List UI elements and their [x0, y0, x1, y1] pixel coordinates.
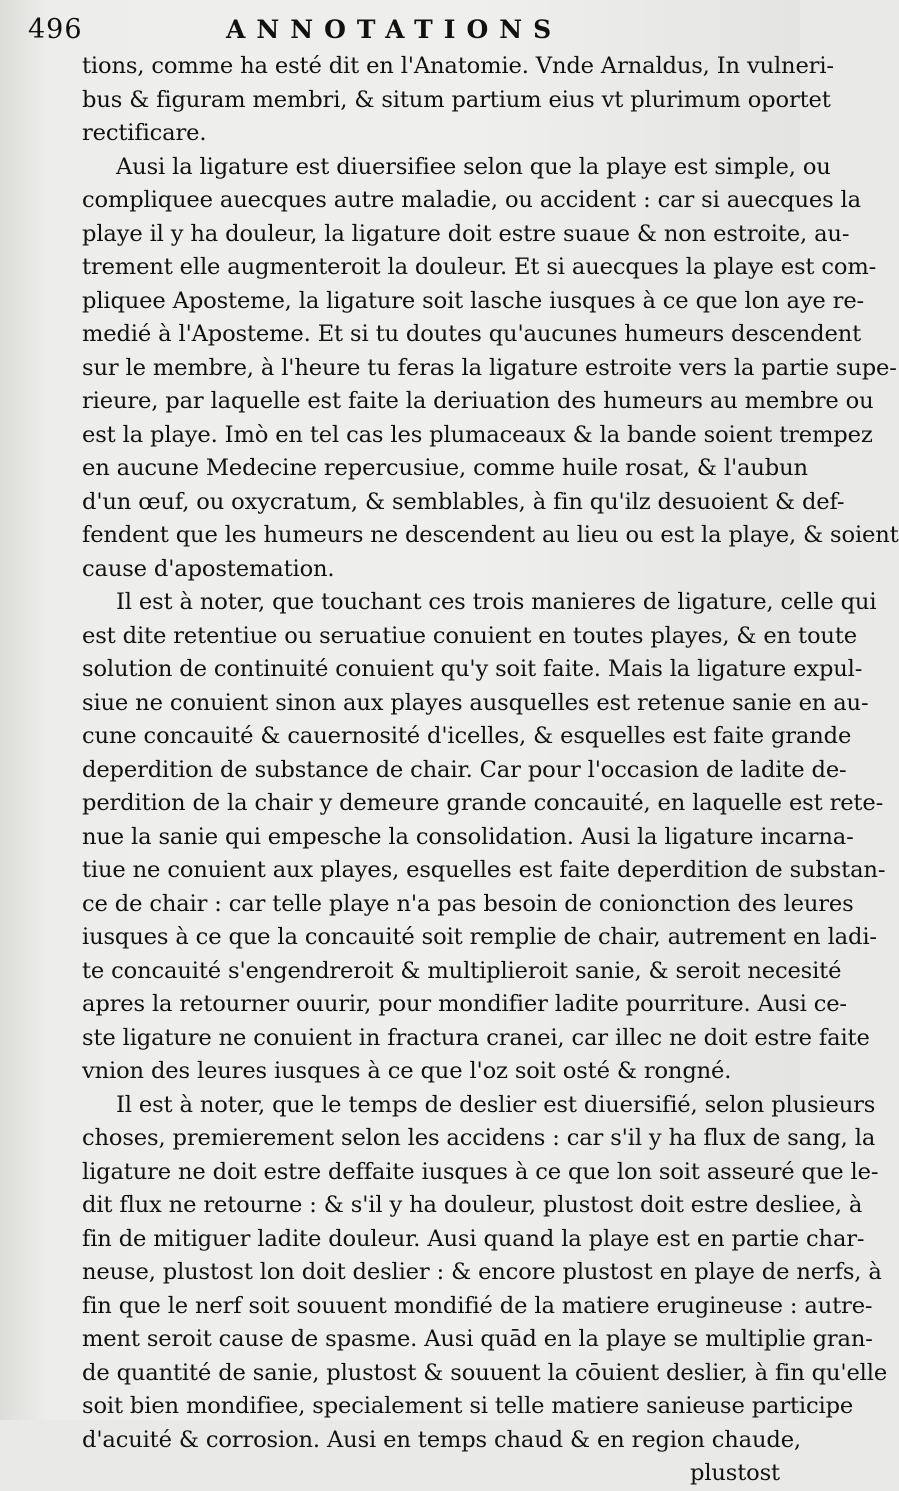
page-body — [82, 50, 899, 1491]
text-line: nue la sanie qui empesche la consolidation. Ausi la ligature incarna- — [82, 823, 854, 850]
catchword: plustost — [690, 1460, 780, 1486]
text-line: choses, premierement selon les accidens : car s'il y ha flux de sang, la — [82, 1125, 876, 1151]
page-number: 496 — [28, 14, 83, 45]
text-line: solution de continuité conuient qu'y soit faite. Mais la ligature expul- — [82, 656, 863, 682]
text-line: tions, comme ha esté dit en l'Anatomie. Vnde Arnaldus, In vulneri- — [82, 53, 834, 79]
text-line: cune concauité & cauernosité d'icelles, & esquelles est faite grande — [82, 723, 852, 749]
paragraph — [82, 586, 886, 1089]
text-line: playe il y ha douleur, la ligature doit estre suaue & non estroite, au- — [82, 220, 850, 247]
text-line: rectificare. — [82, 120, 207, 146]
text-line: d'acuité & corrosion. Ausi en temps chaud & en region chaude, — [82, 1426, 801, 1453]
text-line: medié à l'Aposteme. Et si tu doutes qu'aucunes humeurs descendent — [82, 321, 862, 347]
text-line: neuse, plustost lon doit deslier : & encore plustost en playe de nerfs, à — [82, 1259, 882, 1285]
running-head: ANNOTATIONS — [226, 15, 563, 44]
text-line: dit flux ne retourne : & s'il y ha douleur, plustost doit estre desliee, à — [82, 1192, 863, 1218]
text-line: siue ne conuient sinon aux playes ausquelles est retenue sanie en au- — [82, 689, 869, 716]
text-line: vnion des leures iusques à ce que l'oz soit osté & rongné. — [82, 1058, 732, 1084]
page-header — [28, 14, 782, 50]
paragraph — [82, 1089, 888, 1491]
text-line: pliquee Aposteme, la ligature soit lasche iusques à ce que lon aye re- — [82, 287, 865, 314]
text-line: compliquee auecques autre maladie, ou accident : car si auecques la — [82, 187, 861, 213]
text-line: iusques à ce que la concauité soit remplie de chair, autrement en ladi- — [82, 924, 877, 950]
text-line: fendent que les humeurs ne descendent au lieu ou est la playe, & soient — [82, 522, 899, 548]
text-line: fin de mitiguer ladite douleur. Ausi quand la playe est en partie char- — [82, 1225, 865, 1252]
paragraph — [82, 50, 834, 151]
text-line: tiue ne conuient aux playes, esquelles est faite deperdition de substan- — [82, 857, 886, 883]
text-line: rieure, par laquelle est faite la deriuation des humeurs au membre ou — [82, 388, 874, 414]
text-line: est dite retentiue ou seruatiue conuient en toutes playes, & en toute — [82, 622, 857, 649]
text-line: Il est à noter, que touchant ces trois manieres de ligature, celle qui — [116, 589, 877, 615]
text-line: fin que le nerf soit souuent mondifié de la matiere erugineuse : autre- — [82, 1292, 873, 1319]
text-line: Il est à noter, que le temps de deslier est diuersifié, selon plusieurs — [116, 1091, 876, 1118]
text-line: de quantité de sanie, plustost & souuent la cōuient deslier, à fin qu'elle — [82, 1359, 888, 1386]
text-line: soit bien mondifiee, specialement si telle matiere sanieuse participe — [82, 1393, 854, 1419]
text-line: en aucune Medecine repercusiue, comme huile rosat, & l'aubun — [82, 455, 808, 481]
text-line: ment seroit cause de spasme. Ausi quād en la playe se multiplie gran- — [82, 1326, 873, 1352]
paragraph — [82, 151, 899, 587]
text-line: ce de chair : car telle playe n'a pas besoin de conionction des leures — [82, 890, 854, 917]
text-line: apres la retourner ouurir, pour mondifier ladite pourriture. Ausi ce- — [82, 991, 847, 1017]
text-line: sur le membre, à l'heure tu feras la ligature estroite vers la partie supe- — [82, 354, 897, 381]
text-line: ste ligature ne conuient in fractura cranei, car illec ne doit estre faite — [82, 1024, 870, 1051]
text-line: te concauité s'engendreroit & multiplieroit sanie, & seroit necesité — [82, 957, 842, 984]
text-line: d'un œuf, ou oxycratum, & semblables, à fin qu'ilz desuoient & def- — [82, 488, 845, 515]
text-line: ligature ne doit estre deffaite iusques à ce que lon soit asseuré que le- — [82, 1158, 879, 1185]
text-line: bus & figuram membri, & situm partium eius vt plurimum oportet — [82, 86, 831, 113]
text-line: deperdition de substance de chair. Car pour l'occasion de ladite de- — [82, 756, 847, 783]
text-line: trement elle augmenteroit la douleur. Et si auecques la playe est com- — [82, 254, 877, 280]
text-line: est la playe. Imò en tel cas les plumaceaux & la bande soient trempez — [82, 421, 873, 448]
text-line: Ausi la ligature est diuersifiee selon que la playe est simple, ou — [116, 153, 831, 180]
text-line: cause d'apostemation. — [82, 555, 335, 582]
text-line: perdition de la chair y demeure grande concauité, en laquelle est rete- — [82, 790, 884, 816]
